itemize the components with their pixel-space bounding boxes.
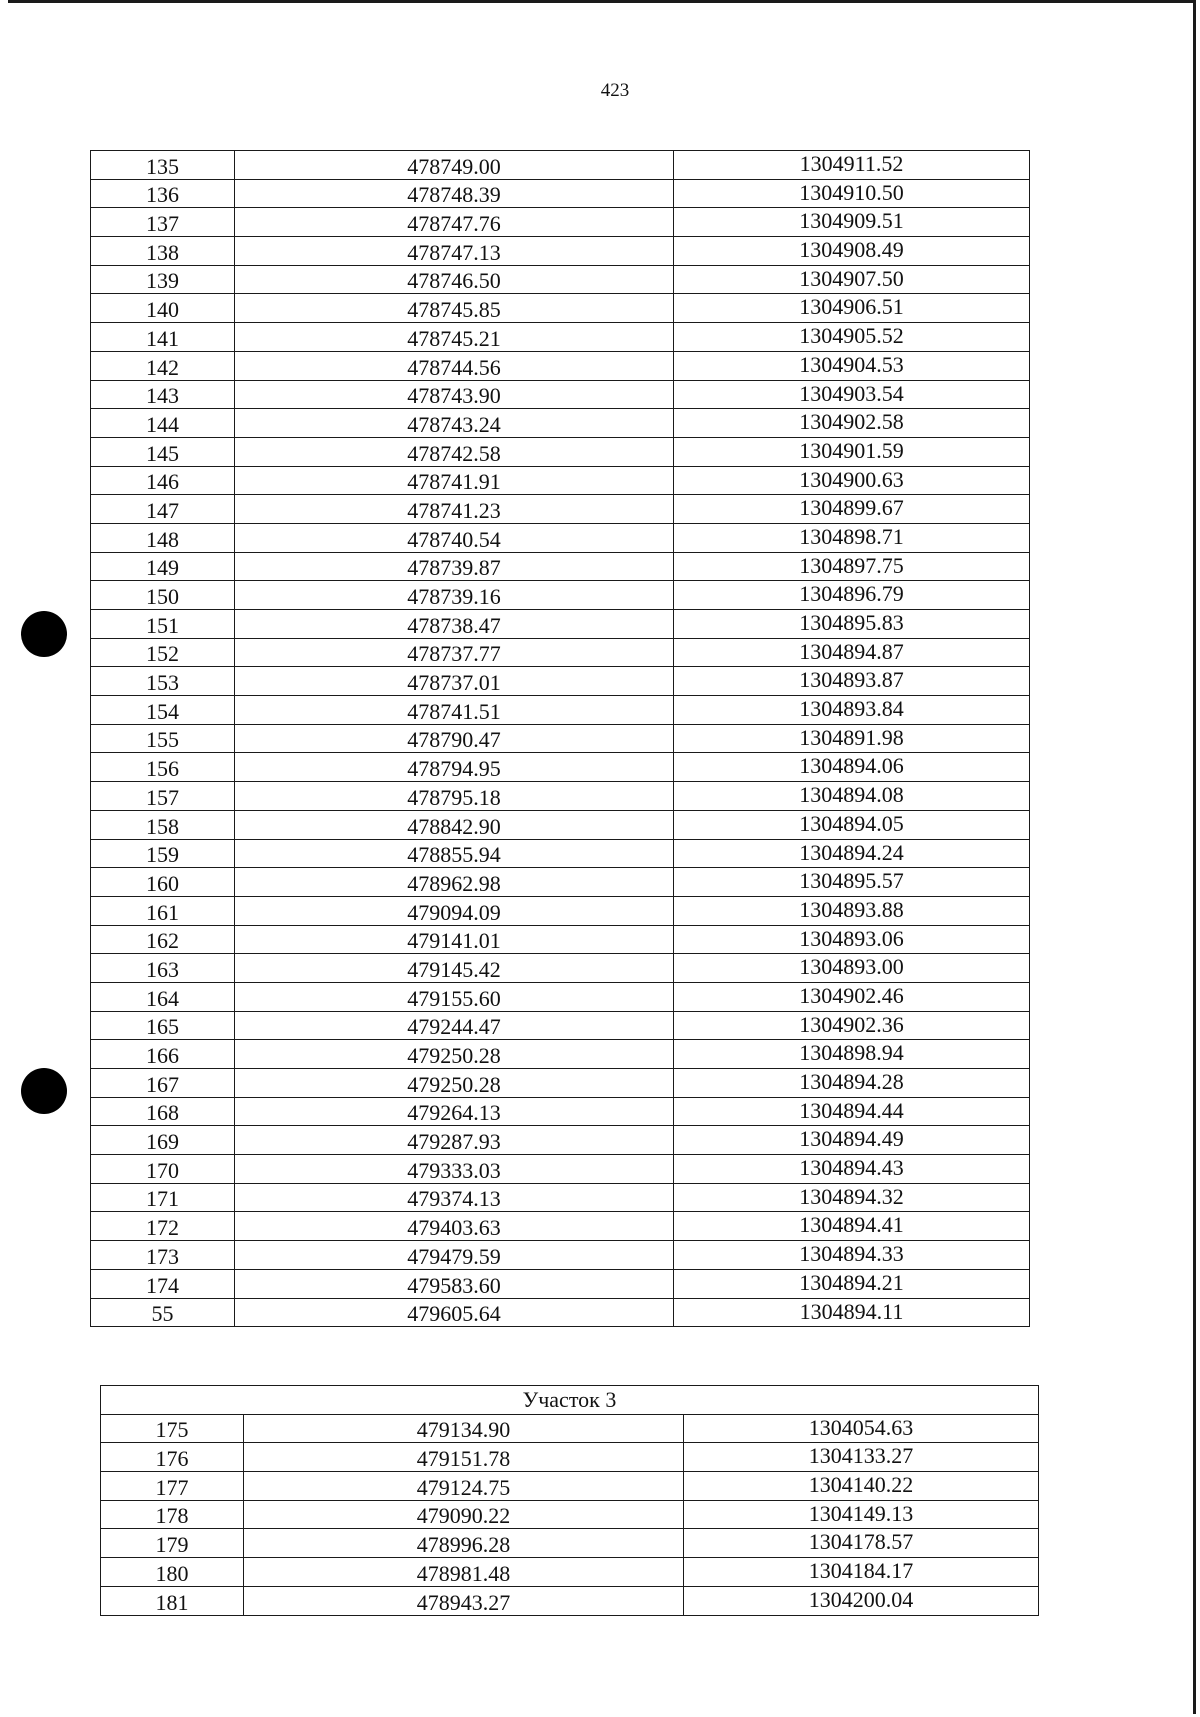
punch-hole-mark <box>21 611 67 657</box>
point-number-cell: 55 <box>91 1298 235 1327</box>
x-coordinate-cell: 478741.23 <box>235 495 674 524</box>
x-coordinate-cell: 479151.78 <box>244 1443 684 1472</box>
y-coordinate-cell: 1304907.50 <box>674 265 1030 294</box>
point-number-cell: 147 <box>91 495 235 524</box>
x-coordinate-cell: 478749.00 <box>235 151 674 180</box>
y-coordinate-cell: 1304911.52 <box>674 151 1030 180</box>
point-number-cell: 149 <box>91 552 235 581</box>
x-coordinate-cell: 478745.21 <box>235 323 674 352</box>
table-row <box>91 810 1030 839</box>
table-row <box>91 380 1030 409</box>
y-coordinate-cell: 1304894.28 <box>674 1069 1030 1098</box>
y-coordinate-cell: 1304898.71 <box>674 523 1030 552</box>
punch-hole-mark <box>21 1068 67 1114</box>
table-row <box>91 409 1030 438</box>
point-number-cell: 135 <box>91 151 235 180</box>
y-coordinate-cell: 1304184.17 <box>684 1558 1039 1587</box>
x-coordinate-cell: 478745.85 <box>235 294 674 323</box>
x-coordinate-cell: 478740.54 <box>235 523 674 552</box>
y-coordinate-cell: 1304898.94 <box>674 1040 1030 1069</box>
x-coordinate-cell: 478743.24 <box>235 409 674 438</box>
point-number-cell: 163 <box>91 954 235 983</box>
table-row <box>91 868 1030 897</box>
point-number-cell: 148 <box>91 523 235 552</box>
point-number-cell: 181 <box>101 1586 244 1615</box>
point-number-cell: 172 <box>91 1212 235 1241</box>
table-row <box>91 610 1030 639</box>
y-coordinate-cell: 1304894.24 <box>674 839 1030 868</box>
x-coordinate-cell: 479124.75 <box>244 1472 684 1501</box>
x-coordinate-cell: 479403.63 <box>235 1212 674 1241</box>
point-number-cell: 140 <box>91 294 235 323</box>
point-number-cell: 175 <box>101 1414 244 1443</box>
section-3-coordinates-table <box>100 1385 1039 1616</box>
y-coordinate-cell: 1304894.87 <box>674 638 1030 667</box>
x-coordinate-cell: 479333.03 <box>235 1155 674 1184</box>
y-coordinate-cell: 1304178.57 <box>684 1529 1039 1558</box>
point-number-cell: 170 <box>91 1155 235 1184</box>
y-coordinate-cell: 1304908.49 <box>674 237 1030 266</box>
y-coordinate-cell: 1304896.79 <box>674 581 1030 610</box>
y-coordinate-cell: 1304894.08 <box>674 782 1030 811</box>
section-3-table-body <box>101 1386 1039 1616</box>
point-number-cell: 160 <box>91 868 235 897</box>
x-coordinate-cell: 478748.39 <box>235 179 674 208</box>
point-number-cell: 166 <box>91 1040 235 1069</box>
y-coordinate-cell: 1304894.32 <box>674 1183 1030 1212</box>
table-row <box>101 1529 1039 1558</box>
point-number-cell: 137 <box>91 208 235 237</box>
coordinates-table <box>90 150 1030 1327</box>
x-coordinate-cell: 479479.59 <box>235 1241 674 1270</box>
x-coordinate-cell: 479141.01 <box>235 925 674 954</box>
table-row <box>101 1558 1039 1587</box>
y-coordinate-cell: 1304893.88 <box>674 896 1030 925</box>
x-coordinate-cell: 478739.16 <box>235 581 674 610</box>
table-row <box>91 782 1030 811</box>
y-coordinate-cell: 1304894.43 <box>674 1155 1030 1184</box>
table-row <box>91 1155 1030 1184</box>
point-number-cell: 143 <box>91 380 235 409</box>
x-coordinate-cell: 478943.27 <box>244 1586 684 1615</box>
point-number-cell: 144 <box>91 409 235 438</box>
x-coordinate-cell: 479287.93 <box>235 1126 674 1155</box>
table-row <box>91 437 1030 466</box>
y-coordinate-cell: 1304054.63 <box>684 1414 1039 1443</box>
coordinates-table-body <box>91 151 1030 1327</box>
table-row <box>91 179 1030 208</box>
x-coordinate-cell: 479374.13 <box>235 1183 674 1212</box>
point-number-cell: 162 <box>91 925 235 954</box>
y-coordinate-cell: 1304903.54 <box>674 380 1030 409</box>
table-row <box>91 237 1030 266</box>
y-coordinate-cell: 1304893.87 <box>674 667 1030 696</box>
table-row <box>91 696 1030 725</box>
y-coordinate-cell: 1304902.46 <box>674 982 1030 1011</box>
x-coordinate-cell: 478747.13 <box>235 237 674 266</box>
table-row <box>91 638 1030 667</box>
point-number-cell: 164 <box>91 982 235 1011</box>
table-row <box>91 1269 1030 1298</box>
x-coordinate-cell: 479583.60 <box>235 1269 674 1298</box>
table-row <box>101 1472 1039 1501</box>
table-row <box>91 667 1030 696</box>
y-coordinate-cell: 1304893.00 <box>674 954 1030 983</box>
point-number-cell: 174 <box>91 1269 235 1298</box>
section-header-row <box>101 1386 1039 1415</box>
y-coordinate-cell: 1304899.67 <box>674 495 1030 524</box>
table-row <box>91 581 1030 610</box>
point-number-cell: 146 <box>91 466 235 495</box>
x-coordinate-cell: 478738.47 <box>235 610 674 639</box>
y-coordinate-cell: 1304905.52 <box>674 323 1030 352</box>
point-number-cell: 142 <box>91 351 235 380</box>
y-coordinate-cell: 1304897.75 <box>674 552 1030 581</box>
y-coordinate-cell: 1304894.49 <box>674 1126 1030 1155</box>
table-row <box>101 1586 1039 1615</box>
point-number-cell: 173 <box>91 1241 235 1270</box>
point-number-cell: 155 <box>91 724 235 753</box>
x-coordinate-cell: 478741.51 <box>235 696 674 725</box>
x-coordinate-cell: 478737.01 <box>235 667 674 696</box>
x-coordinate-cell: 479250.28 <box>235 1069 674 1098</box>
table-row <box>91 1126 1030 1155</box>
point-number-cell: 138 <box>91 237 235 266</box>
table-row <box>91 151 1030 180</box>
point-number-cell: 169 <box>91 1126 235 1155</box>
table-row <box>91 1183 1030 1212</box>
table-row <box>91 552 1030 581</box>
x-coordinate-cell: 478739.87 <box>235 552 674 581</box>
y-coordinate-cell: 1304894.21 <box>674 1269 1030 1298</box>
x-coordinate-cell: 478737.77 <box>235 638 674 667</box>
y-coordinate-cell: 1304894.11 <box>674 1298 1030 1327</box>
x-coordinate-cell: 478981.48 <box>244 1558 684 1587</box>
point-number-cell: 168 <box>91 1097 235 1126</box>
y-coordinate-cell: 1304909.51 <box>674 208 1030 237</box>
table-row <box>91 896 1030 925</box>
page-number: 423 <box>600 80 630 101</box>
x-coordinate-cell: 478744.56 <box>235 351 674 380</box>
x-coordinate-cell: 479145.42 <box>235 954 674 983</box>
table-row <box>91 925 1030 954</box>
table-row <box>101 1414 1039 1443</box>
point-number-cell: 159 <box>91 839 235 868</box>
y-coordinate-cell: 1304133.27 <box>684 1443 1039 1472</box>
x-coordinate-cell: 478962.98 <box>235 868 674 897</box>
point-number-cell: 178 <box>101 1500 244 1529</box>
x-coordinate-cell: 478747.76 <box>235 208 674 237</box>
table-row <box>91 839 1030 868</box>
y-coordinate-cell: 1304895.83 <box>674 610 1030 639</box>
y-coordinate-cell: 1304894.44 <box>674 1097 1030 1126</box>
table-row <box>91 323 1030 352</box>
y-coordinate-cell: 1304894.41 <box>674 1212 1030 1241</box>
point-number-cell: 153 <box>91 667 235 696</box>
table-row <box>91 1298 1030 1327</box>
y-coordinate-cell: 1304906.51 <box>674 294 1030 323</box>
table-row <box>91 466 1030 495</box>
point-number-cell: 180 <box>101 1558 244 1587</box>
y-coordinate-cell: 1304910.50 <box>674 179 1030 208</box>
table-row <box>91 982 1030 1011</box>
point-number-cell: 158 <box>91 810 235 839</box>
table-row <box>91 523 1030 552</box>
x-coordinate-cell: 478795.18 <box>235 782 674 811</box>
point-number-cell: 157 <box>91 782 235 811</box>
point-number-cell: 136 <box>91 179 235 208</box>
x-coordinate-cell: 479264.13 <box>235 1097 674 1126</box>
table-row <box>101 1500 1039 1529</box>
point-number-cell: 156 <box>91 753 235 782</box>
y-coordinate-cell: 1304891.98 <box>674 724 1030 753</box>
point-number-cell: 152 <box>91 638 235 667</box>
point-number-cell: 179 <box>101 1529 244 1558</box>
point-number-cell: 171 <box>91 1183 235 1212</box>
point-number-cell: 167 <box>91 1069 235 1098</box>
table-row <box>91 1212 1030 1241</box>
point-number-cell: 141 <box>91 323 235 352</box>
point-number-cell: 154 <box>91 696 235 725</box>
table-row <box>91 1069 1030 1098</box>
point-number-cell: 150 <box>91 581 235 610</box>
point-number-cell: 151 <box>91 610 235 639</box>
table-row <box>91 1040 1030 1069</box>
section-title: Участок 3 <box>101 1386 1039 1415</box>
table-row <box>91 208 1030 237</box>
table-row <box>91 265 1030 294</box>
table-row <box>91 753 1030 782</box>
table-row <box>91 1097 1030 1126</box>
x-coordinate-cell: 479605.64 <box>235 1298 674 1327</box>
table-row <box>91 294 1030 323</box>
y-coordinate-cell: 1304900.63 <box>674 466 1030 495</box>
x-coordinate-cell: 478842.90 <box>235 810 674 839</box>
y-coordinate-cell: 1304893.84 <box>674 696 1030 725</box>
y-coordinate-cell: 1304895.57 <box>674 868 1030 897</box>
point-number-cell: 161 <box>91 896 235 925</box>
x-coordinate-cell: 478794.95 <box>235 753 674 782</box>
table-row <box>91 1241 1030 1270</box>
x-coordinate-cell: 478743.90 <box>235 380 674 409</box>
y-coordinate-cell: 1304902.58 <box>674 409 1030 438</box>
point-number-cell: 145 <box>91 437 235 466</box>
x-coordinate-cell: 478742.58 <box>235 437 674 466</box>
point-number-cell: 176 <box>101 1443 244 1472</box>
y-coordinate-cell: 1304902.36 <box>674 1011 1030 1040</box>
point-number-cell: 177 <box>101 1472 244 1501</box>
point-number-cell: 165 <box>91 1011 235 1040</box>
x-coordinate-cell: 478790.47 <box>235 724 674 753</box>
table-row <box>91 495 1030 524</box>
y-coordinate-cell: 1304893.06 <box>674 925 1030 954</box>
table-row <box>101 1443 1039 1472</box>
table-row <box>91 1011 1030 1040</box>
x-coordinate-cell: 478996.28 <box>244 1529 684 1558</box>
x-coordinate-cell: 479094.09 <box>235 896 674 925</box>
y-coordinate-cell: 1304149.13 <box>684 1500 1039 1529</box>
point-number-cell: 139 <box>91 265 235 294</box>
y-coordinate-cell: 1304894.33 <box>674 1241 1030 1270</box>
x-coordinate-cell: 479244.47 <box>235 1011 674 1040</box>
x-coordinate-cell: 479155.60 <box>235 982 674 1011</box>
table-row <box>91 954 1030 983</box>
y-coordinate-cell: 1304894.06 <box>674 753 1030 782</box>
x-coordinate-cell: 478746.50 <box>235 265 674 294</box>
x-coordinate-cell: 479090.22 <box>244 1500 684 1529</box>
y-coordinate-cell: 1304894.05 <box>674 810 1030 839</box>
y-coordinate-cell: 1304901.59 <box>674 437 1030 466</box>
y-coordinate-cell: 1304140.22 <box>684 1472 1039 1501</box>
table-row <box>91 351 1030 380</box>
x-coordinate-cell: 478741.91 <box>235 466 674 495</box>
x-coordinate-cell: 478855.94 <box>235 839 674 868</box>
y-coordinate-cell: 1304904.53 <box>674 351 1030 380</box>
x-coordinate-cell: 479134.90 <box>244 1414 684 1443</box>
x-coordinate-cell: 479250.28 <box>235 1040 674 1069</box>
table-row <box>91 724 1030 753</box>
y-coordinate-cell: 1304200.04 <box>684 1586 1039 1615</box>
